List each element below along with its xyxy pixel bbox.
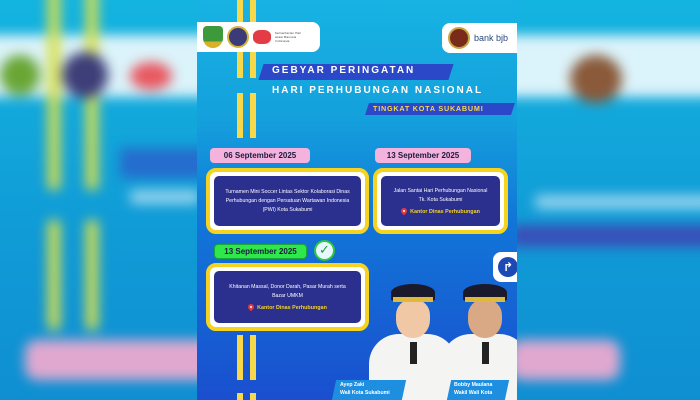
event-2-date-label: 13 September 2025: [386, 151, 460, 160]
lane-line: [237, 52, 243, 78]
event-3-card: [206, 263, 369, 331]
event-2-location-label: Kantor Dinas Perhubungan: [410, 208, 480, 215]
lane-line: [250, 0, 256, 22]
subtitle: TINGKAT KOTA SUKABUMI: [373, 104, 484, 113]
lane-line: [250, 93, 256, 138]
lane-line: [237, 393, 243, 400]
sponsor-logos-bar: [442, 23, 517, 53]
title-line-2: HARI PERHUBUNGAN NASIONAL: [272, 85, 484, 96]
kementerian-logo-icon: [253, 30, 271, 44]
event-1-date-label: 06 September 2025: [223, 151, 297, 160]
kemenhub-logo-icon: [227, 26, 249, 48]
location-pin-icon: [401, 208, 407, 216]
event-3-date: [214, 244, 307, 259]
lane-line: [250, 393, 256, 400]
official-2-name: Bobby Maulana: [454, 382, 493, 388]
lane-line: [237, 0, 243, 22]
event-2-location: [401, 208, 480, 216]
turn-right-icon: ↱: [498, 257, 517, 277]
lane-line: [237, 335, 243, 380]
event-3-description: Khitanan Massal, Donor Darah, Pasar Murah serta Bazar UMKM: [229, 283, 346, 299]
lane-line: [237, 93, 243, 138]
official-1-name: Ayep Zaki: [340, 382, 365, 388]
title-line-1: GEBYAR PERINGATAN: [272, 65, 416, 76]
event-1-card: [206, 168, 369, 234]
official-2-label: [454, 381, 492, 397]
event-2-card: [373, 168, 508, 234]
lane-line: [250, 52, 256, 78]
official-2-title: Wakil Wali Kota: [454, 390, 493, 396]
event-3-location: [248, 304, 327, 312]
location-pin-icon: [248, 304, 254, 312]
lane-line: [250, 335, 256, 380]
check-icon: ✓: [314, 240, 335, 261]
event-3-location-label: Kantor Dinas Perhubungan: [257, 304, 327, 311]
event-1-date: [210, 148, 310, 163]
event-1-description: Turnamen Mini Soccer Lintas Sektor Kolaborasi Dinas Perhubungan dengan Persatuan Wartawan Indonesia (PWI) Kota Sukabumi: [225, 188, 350, 213]
kementerian-label: Kementerian Hak Asasi Manusia Indonesia: [275, 31, 301, 43]
bank-bjb-logo: bank bjb: [474, 33, 509, 43]
pemkot-emblem-icon: [203, 26, 223, 48]
official-1-label: [340, 381, 390, 397]
official-1-title: Wali Kota Sukabumi: [340, 390, 390, 396]
kota-emblem-icon: [448, 27, 470, 49]
event-poster: [197, 0, 517, 400]
event-2-description: Jalan Santai Hari Perhubungan Nasional Tk. Kota Sukabumi: [393, 187, 488, 203]
event-3-date-label: 13 September 2025: [224, 247, 297, 256]
partner-logos-bar: [197, 22, 320, 52]
event-2-date: [375, 148, 471, 163]
